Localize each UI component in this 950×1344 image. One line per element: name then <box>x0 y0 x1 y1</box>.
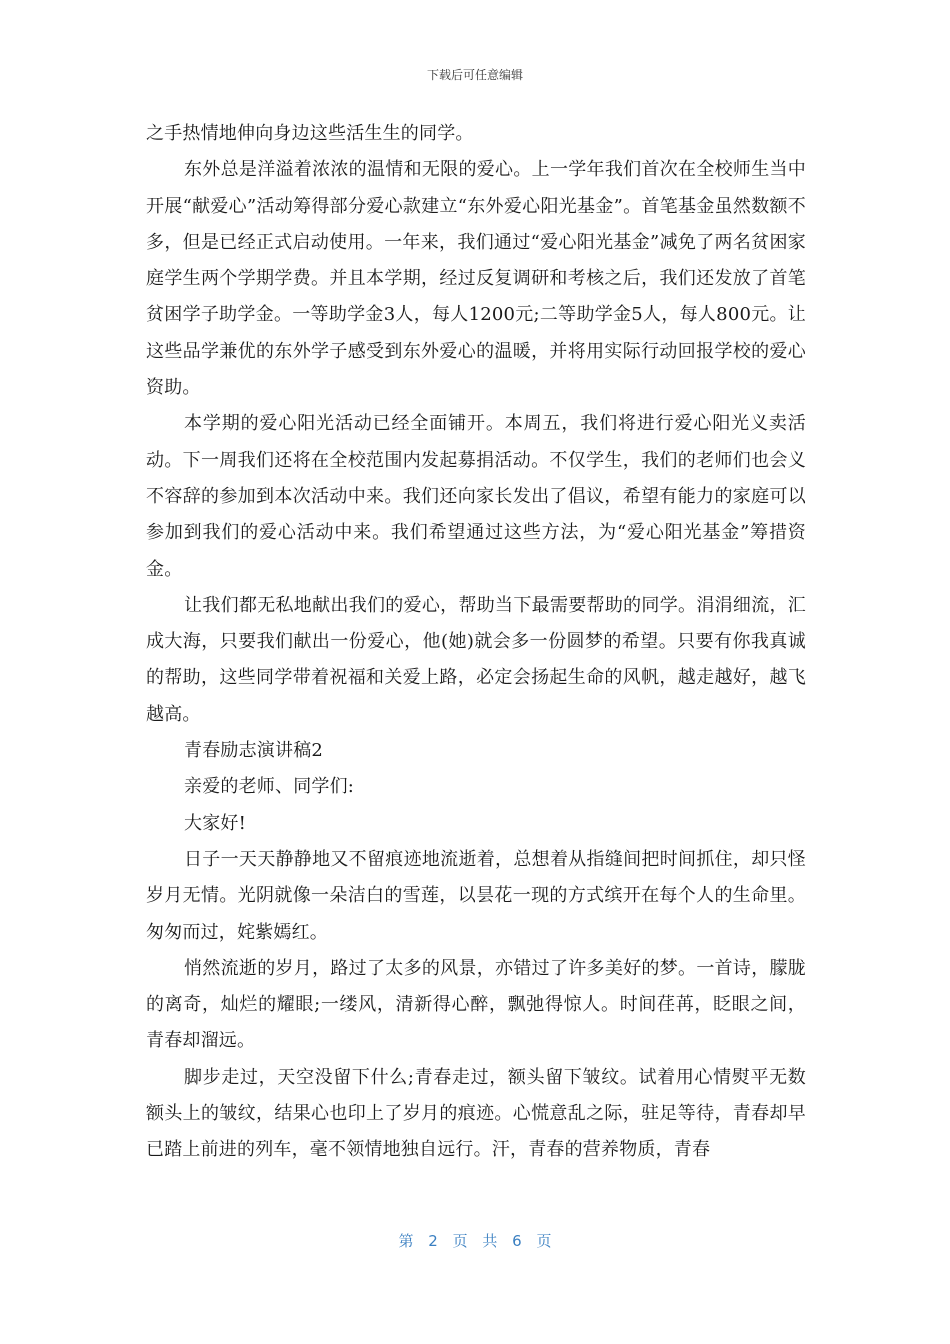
paragraph: 日子一天天静静地又不留痕迹地流逝着，总想着从指缝间把时间抓住，却只怪岁月无情。光阴就像一朵洁白的雪莲，以昙花一现的方式缤开在每个人的生命里。匆匆而过，姹紫嫣红。 <box>146 848 806 943</box>
paragraph: 让我们都无私地献出我们的爱心，帮助当下最需要帮助的同学。涓涓细流，汇成大海，只要我们献出一份爱心，他(她)就会多一份圆梦的希望。只要有你我真诚的帮助，这些同学带着祝福和关爱上路，必定会扬起生命的风帆，越走越好，越飞越高。 <box>146 594 806 725</box>
section-title: 青春励志演讲稿2 <box>184 740 324 762</box>
paragraph: 东外总是洋溢着浓浓的温情和无限的爱心。上一学年我们首次在全校师生当中开展“献爱心”活动筹得部分爱心款建立“东外爱心阳光基金”。首笔基金虽然数额不多，但是已经正式启动使用。一年来，我们通过“爱心阳光基金”减免了两名贫困家庭学生两个学期学费。并且本学期，经过反复调研和考核之后，我们还发放了首笔贫困学子助学金。一等助学金3人，每人1200元;二等助学金5人，每人800元。让这些品学兼优的东外学子感受到东外爱心的温暖，并将用实际行动回报学校的爱心资助。 <box>146 159 806 399</box>
paragraph: 之手热情地伸向身边这些活生生的同学。 <box>146 123 474 144</box>
paragraph: 本学期的爱心阳光活动已经全面铺开。本周五，我们将进行爱心阳光义卖活动。下一周我们还将在全校范围内发起募捐活动。不仅学生，我们的老师们也会义不容辞的参加到本次活动中来。我们还向家长发出了倡议，希望有能力的家庭可以参加到我们的爱心活动中来。我们希望通过这些方法，为“爱心阳光基金”筹措资金。 <box>146 413 806 580</box>
page-number: 第 2 页 共 6 页 <box>398 1232 552 1250</box>
greeting: 大家好! <box>184 812 247 834</box>
paragraph: 悄然流逝的岁月，路过了太多的风景，亦错过了许多美好的梦。一首诗，朦胧的离奇，灿烂的耀眼;一缕风，清新得心醉，飘弛得惊人。时间荏苒，眨眼之间，青春却溜远。 <box>146 957 806 1052</box>
paragraph: 脚步走过，天空没留下什么;青春走过，额头留下皱纹。试着用心情熨平无数额头上的皱纹，结果心也印上了岁月的痕迹。心慌意乱之际，驻足等待，青春却早已踏上前进的列车，毫不领情地独自远行。汗，青春的营养物质，青春 <box>146 1066 806 1161</box>
document-body <box>146 116 806 1169</box>
salutation: 亲爱的老师、同学们: <box>184 776 355 798</box>
page-header: 下载后可任意编辑 <box>426 68 523 82</box>
